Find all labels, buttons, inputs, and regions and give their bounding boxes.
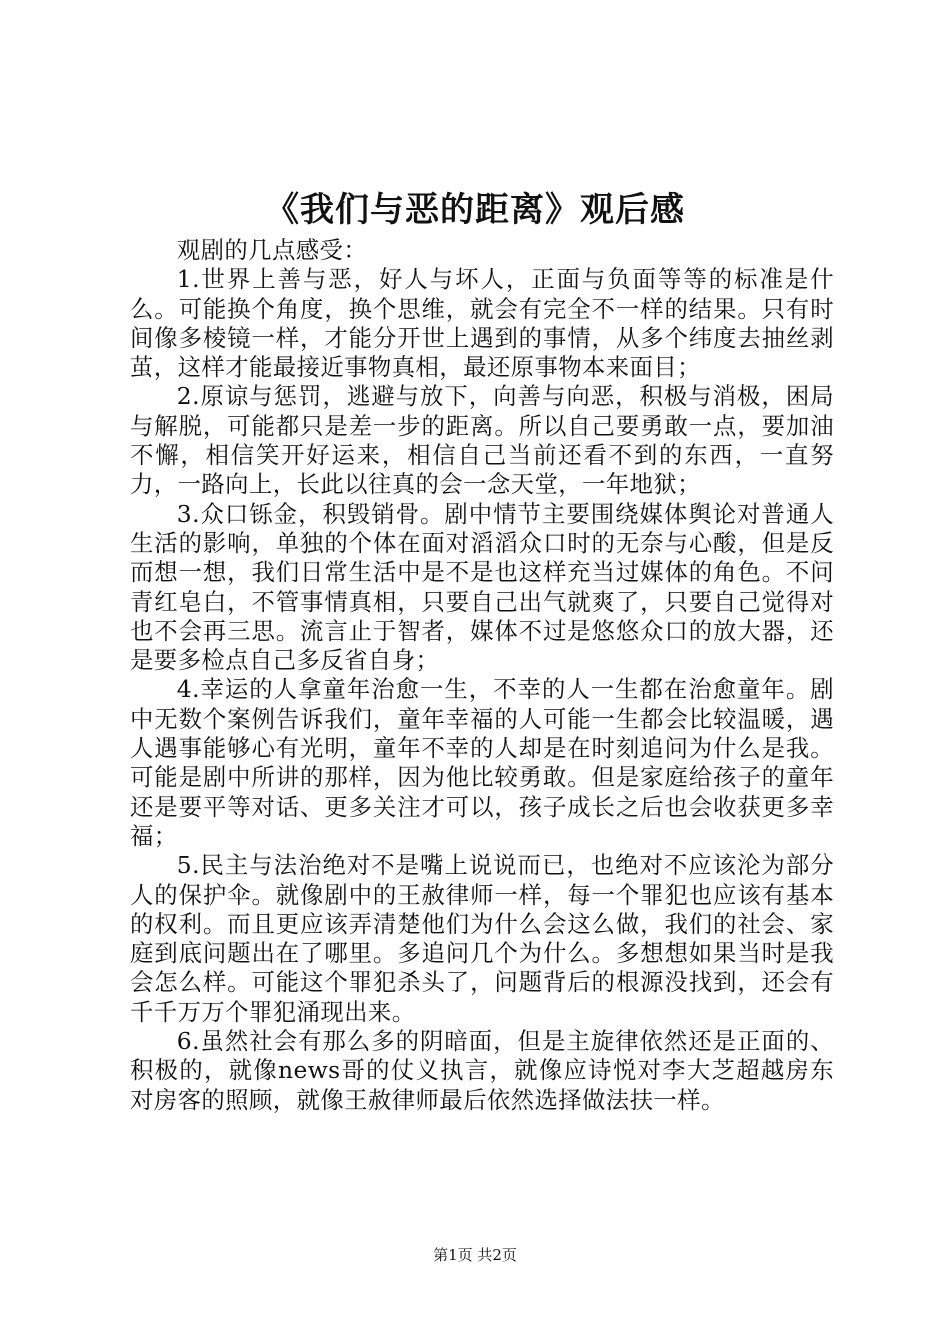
paragraph-point-3: 3.众口铄金，积毁销骨。剧中情节主要围绕媒体舆论对普通人生活的影响，单独的个体在面对滔滔众口时的无奈与心酸，但是反而想一想，我们日常生活中是不是也这样充当过媒体的角色。不问青红皂白，不管事情真相，只要自己出气就爽了，只要自己觉得对也不会再三思。流言止于智者，媒体不过是悠悠众口的放大器，还是要多检点自己多反省自身；: [130, 499, 834, 675]
paragraph-point-5: 5.民主与法治绝对不是嘴上说说而已，也绝对不应该沦为部分人的保护伞。就像剧中的王赦律师一样，每一个罪犯也应该有基本的权利。而且更应该弄清楚他们为什么会这么做，我们的社会、家庭到底问题出在了哪里。多追问几个为什么。多想想如果当时是我会怎么样。可能这个罪犯杀头了，问题背后的根源没找到，还会有千千万万个罪犯涌现出来。: [130, 851, 834, 1026]
paragraph-point-4: 4.幸运的人拿童年治愈一生，不幸的人一生都在治愈童年。剧中无数个案例告诉我们，童年幸福的人可能一生都会比较温暖，遇人遇事能够心有光明，童年不幸的人却是在时刻追问为什么是我。可能是剧中所讲的那样，因为他比较勇敢。但是家庭给孩子的童年还是要平等对话、更多关注才可以，孩子成长之后也会收获更多幸福；: [130, 675, 834, 850]
intro-paragraph: 观剧的几点感受：: [176, 236, 368, 264]
page-footer: 第1页 共2页: [433, 1246, 517, 1264]
paragraph-point-1: 1.世界上善与恶，好人与坏人，正面与负面等等的标准是什么。可能换个角度，换个思维，就会有完全不一样的结果。只有时间像多棱镜一样，才能分开世上遇到的事情，从多个纬度去抽丝剥茧，这样才能最接近事物真相，最还原事物本来面目；: [130, 265, 834, 382]
paragraph-point-2: 2.原谅与惩罚，逃避与放下，向善与向恶，积极与消极，困局与解脱，可能都只是差一步的距离。所以自己要勇敢一点，要加油不懈，相信笑开好运来，相信自己当前还看不到的东西，一直努力，一路向上，长此以往真的会一念天堂，一年地狱；: [130, 382, 834, 499]
document-body: [130, 236, 834, 1115]
page-title: 《我们与恶的距离》观后感: [265, 190, 685, 230]
paragraph-point-6: 6.虽然社会有那么多的阴暗面，但是主旋律依然还是正面的、积极的，就像news哥的仗义执言，就像应诗悦对李大芝超越房东对房客的照顾，就像王赦律师最后依然选择做法扶一样。: [130, 1027, 834, 1114]
